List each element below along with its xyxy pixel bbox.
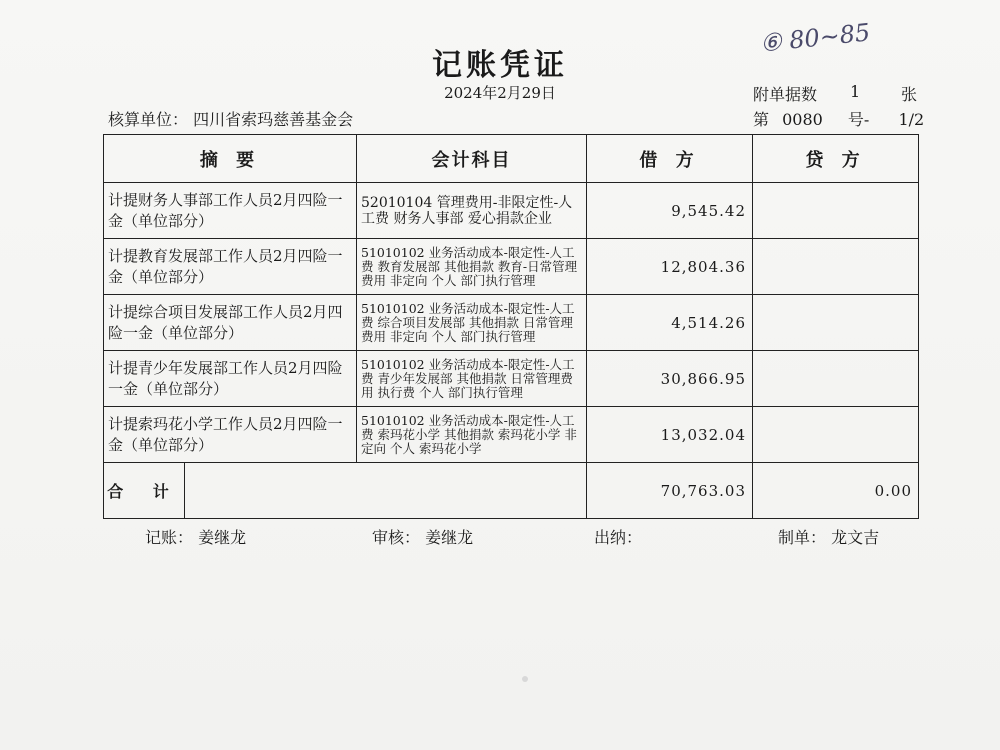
row-debit: 9,545.42	[587, 183, 753, 239]
table-row	[104, 407, 919, 463]
attachments-label: 附单据数	[753, 85, 818, 104]
row-account: 52010104 管理费用-非限定性-人工费 财务人事部 爱心捐款企业	[357, 183, 587, 239]
row-credit	[753, 407, 919, 463]
bookkeeper-label: 记账：	[145, 528, 194, 547]
scan-speck	[522, 676, 528, 682]
total-debit: 70,763.03	[587, 463, 753, 519]
preparer-name: 龙文吉	[831, 528, 880, 547]
preparer-label: 制单：	[778, 528, 827, 547]
row-credit	[753, 239, 919, 295]
accounting-unit-line	[108, 107, 353, 130]
header-account: 会计科目	[357, 135, 587, 183]
header-credit: 贷 方	[753, 135, 919, 183]
table-row	[104, 351, 919, 407]
row-account: 51010102 业务活动成本-限定性-人工费 综合项目发展部 其他捐款 日常管理费用 非定向 个人 部门执行管理	[357, 295, 587, 351]
table-row	[104, 183, 919, 239]
reviewer-name: 姜继龙	[425, 528, 474, 547]
total-row	[104, 463, 919, 519]
row-debit: 13,032.04	[587, 407, 753, 463]
footer-reviewer	[372, 525, 473, 548]
row-summary: 计提教育发展部工作人员2月四险一金（单位部分）	[104, 239, 357, 295]
voucher-date: 2024年2月29日	[444, 84, 556, 102]
total-label: 合 计	[104, 463, 185, 518]
row-credit	[753, 183, 919, 239]
accounting-unit-label: 核算单位：	[108, 110, 189, 129]
voucher-table	[103, 134, 919, 519]
bookkeeper-name: 姜继龙	[198, 528, 247, 547]
voucher-no-suffix: 号-	[847, 110, 870, 129]
voucher-no-prefix: 第	[753, 110, 770, 129]
total-credit: 0.00	[753, 463, 919, 519]
footer-preparer	[778, 525, 879, 548]
voucher-no-value: 0080	[782, 110, 823, 129]
footer-bookkeeper	[145, 525, 246, 548]
header-debit: 借 方	[587, 135, 753, 183]
row-summary: 计提财务人事部工作人员2月四险一金（单位部分）	[104, 183, 357, 239]
row-debit: 4,514.26	[587, 295, 753, 351]
voucher-number	[753, 107, 924, 130]
total-spacer	[185, 463, 586, 518]
footer-cashier	[594, 525, 642, 548]
handwritten-note: ⑥ 80~85	[758, 18, 872, 58]
row-summary: 计提综合项目发展部工作人员2月四险一金（单位部分）	[104, 295, 357, 351]
row-summary: 计提索玛花小学工作人员2月四险一金（单位部分）	[104, 407, 357, 463]
row-account: 51010102 业务活动成本-限定性-人工费 索玛花小学 其他捐款 索玛花小学 非定向 个人 索玛花小学	[357, 407, 587, 463]
accounting-unit-name: 四川省索玛慈善基金会	[193, 110, 354, 129]
header-summary: 摘 要	[104, 135, 357, 183]
voucher-title: 记账凭证	[432, 48, 568, 83]
voucher-page: 1/2	[898, 110, 925, 129]
attachments-unit: 张	[901, 85, 918, 104]
table-row	[104, 239, 919, 295]
attachments-info	[753, 82, 918, 105]
reviewer-label: 审核：	[372, 528, 421, 547]
table-header-row	[104, 135, 919, 183]
table-row	[104, 295, 919, 351]
row-credit	[753, 351, 919, 407]
row-debit: 12,804.36	[587, 239, 753, 295]
cashier-label: 出纳：	[594, 528, 643, 547]
row-account: 51010102 业务活动成本-限定性-人工费 教育发展部 其他捐款 教育-日常管理费用 非定向 个人 部门执行管理	[357, 239, 587, 295]
row-summary: 计提青少年发展部工作人员2月四险一金（单位部分）	[104, 351, 357, 407]
row-credit	[753, 295, 919, 351]
row-debit: 30,866.95	[587, 351, 753, 407]
attachments-count: 1	[850, 82, 861, 101]
total-label-cell	[104, 463, 587, 519]
row-account: 51010102 业务活动成本-限定性-人工费 青少年发展部 其他捐款 日常管理费用 执行费 个人 部门执行管理	[357, 351, 587, 407]
